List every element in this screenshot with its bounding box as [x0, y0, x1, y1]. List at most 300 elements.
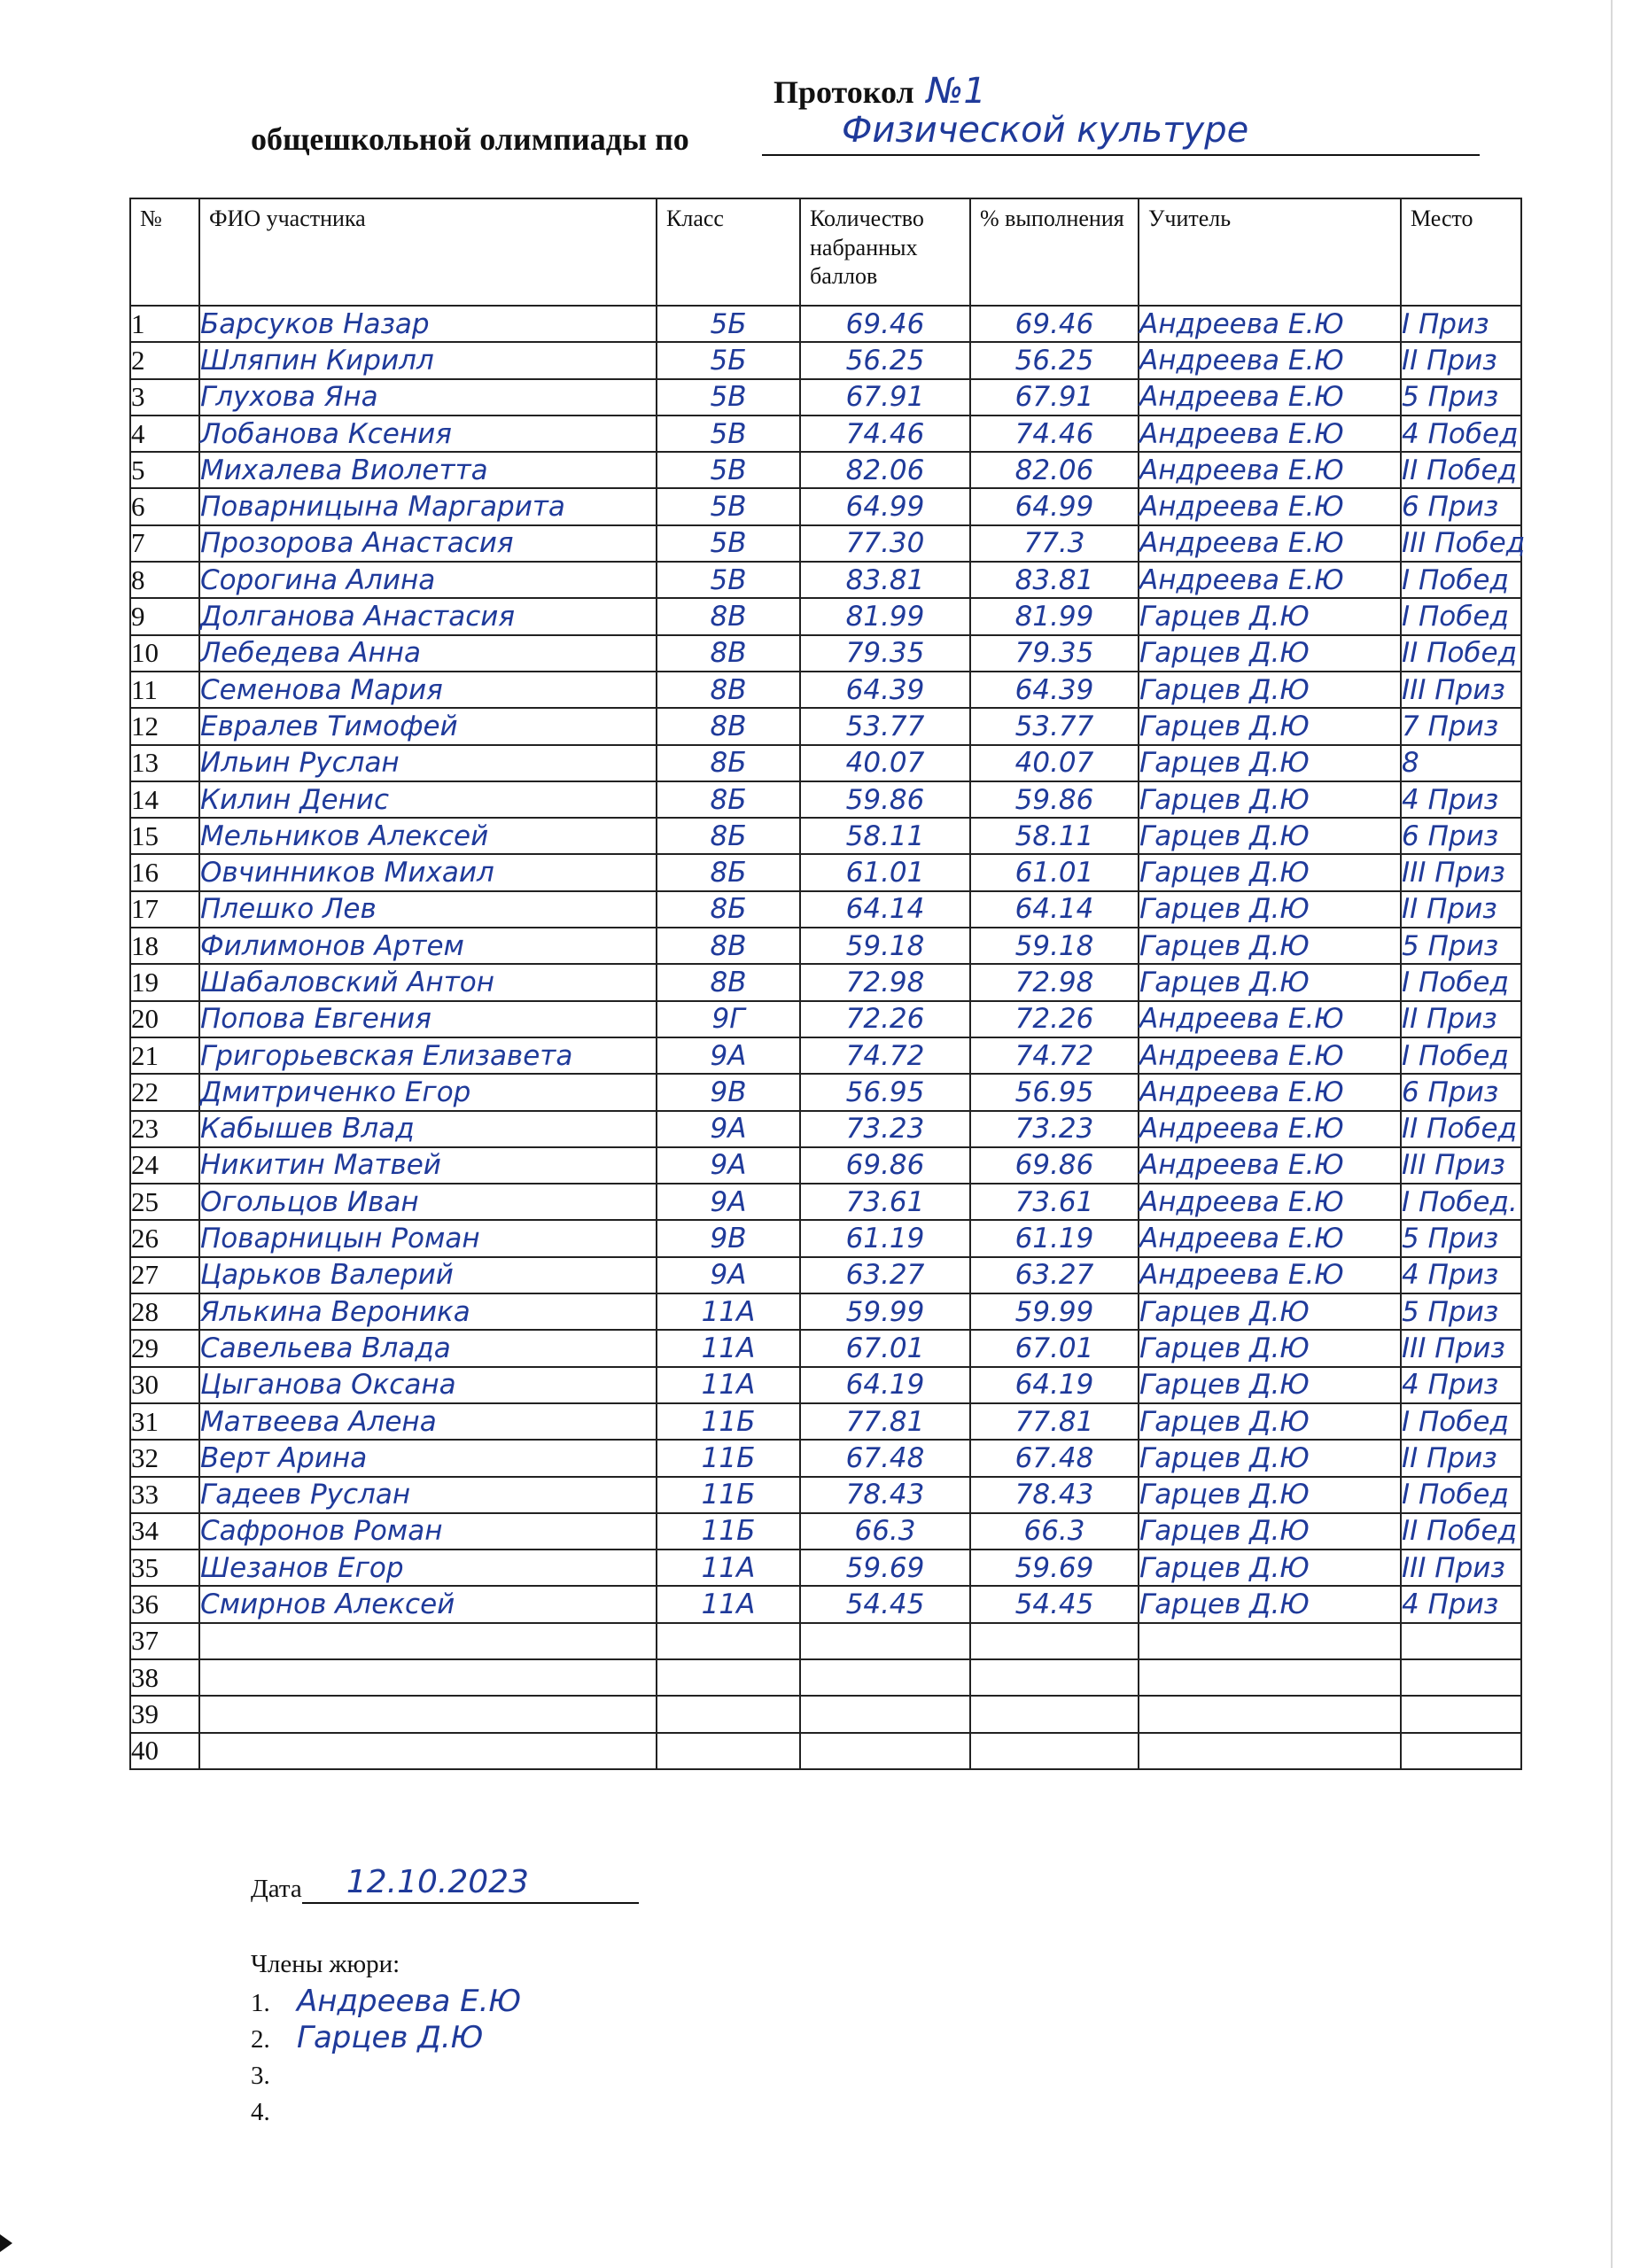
- table-row: [130, 1440, 1521, 1476]
- teacher-cell: Андреева Е.Ю: [1139, 1001, 1401, 1037]
- teacher-cell: Андреева Е.Ю: [1139, 452, 1401, 488]
- table-row: [130, 525, 1521, 562]
- col-header-teacher: Учитель: [1139, 198, 1401, 306]
- percent-cell: 77.81: [970, 1403, 1139, 1440]
- scan-corner-mark: [0, 2234, 12, 2252]
- row-number: 19: [130, 964, 199, 1000]
- table-row: [130, 635, 1521, 672]
- participant-name: Ильин Руслан: [199, 745, 657, 781]
- class-cell: 8Б: [657, 745, 800, 781]
- table-row: [130, 562, 1521, 598]
- teacher-cell: Андреева Е.Ю: [1139, 525, 1401, 562]
- place-text: 8: [1402, 747, 1419, 780]
- row-number: 16: [130, 854, 199, 890]
- score-cell: 74.72: [800, 1037, 970, 1074]
- percent-cell: 64.99: [970, 488, 1139, 524]
- row-number: 5: [130, 452, 199, 488]
- row-number: 3: [130, 379, 199, 416]
- percent-cell: 77.3: [970, 525, 1139, 562]
- score-cell: 81.99: [800, 598, 970, 634]
- participant-name: Цыганова Оксана: [199, 1367, 657, 1403]
- teacher-cell: Андреева Е.Ю: [1139, 306, 1401, 342]
- percent-cell: 72.98: [970, 964, 1139, 1000]
- date-value: 12.10.2023: [346, 1864, 529, 1900]
- table-row: [130, 416, 1521, 452]
- page-title: [773, 71, 986, 112]
- class-cell: 8Б: [657, 818, 800, 854]
- table-body: [130, 306, 1526, 1769]
- row-number: 38: [130, 1659, 199, 1696]
- score-cell: 59.86: [800, 781, 970, 818]
- percent-cell: 69.86: [970, 1147, 1139, 1184]
- place-cell: [1401, 1440, 1521, 1476]
- table-row: [130, 1330, 1521, 1366]
- row-number: 40: [130, 1733, 199, 1769]
- class-cell: 11А: [657, 1293, 800, 1330]
- score-cell: 59.69: [800, 1550, 970, 1586]
- percent-cell: 74.72: [970, 1037, 1139, 1074]
- row-number: 18: [130, 928, 199, 964]
- subject-line: [762, 110, 1480, 156]
- participant-name: Попова Евгения: [199, 1001, 657, 1037]
- place-cell: [1401, 1037, 1521, 1074]
- class-cell: [657, 1659, 800, 1696]
- table-row: [130, 452, 1521, 488]
- teacher-cell: Андреева Е.Ю: [1139, 1257, 1401, 1293]
- participant-name: Глухова Яна: [199, 379, 657, 416]
- place-cell: [1401, 562, 1521, 598]
- row-number: 13: [130, 745, 199, 781]
- place-cell: [1401, 342, 1521, 378]
- teacher-cell: Андреева Е.Ю: [1139, 342, 1401, 378]
- table-row: [130, 745, 1521, 781]
- class-cell: 11А: [657, 1367, 800, 1403]
- table-row: [130, 891, 1521, 928]
- place-text: II Побед: [1402, 1515, 1518, 1548]
- teacher-cell: Гарцев Д.Ю: [1139, 745, 1401, 781]
- class-cell: 8В: [657, 928, 800, 964]
- percent-cell: 59.86: [970, 781, 1139, 818]
- class-cell: 8В: [657, 672, 800, 708]
- class-cell: 5В: [657, 562, 800, 598]
- percent-cell: 74.46: [970, 416, 1139, 452]
- score-cell: 69.46: [800, 306, 970, 342]
- participant-name: Гадеев Руслан: [199, 1477, 657, 1513]
- place-text: II Побед: [1402, 454, 1518, 486]
- percent-cell: [970, 1659, 1139, 1696]
- place-text: III Приз: [1402, 1332, 1505, 1364]
- percent-cell: [970, 1623, 1139, 1659]
- participant-name: [199, 1623, 657, 1659]
- percent-cell: 82.06: [970, 452, 1139, 488]
- place-text: I Побед: [1402, 563, 1509, 596]
- teacher-cell: Гарцев Д.Ю: [1139, 1550, 1401, 1586]
- participant-name: Килин Денис: [199, 781, 657, 818]
- row-number: 10: [130, 635, 199, 672]
- teacher-cell: Андреева Е.Ю: [1139, 1220, 1401, 1256]
- table-row: [130, 1586, 1521, 1622]
- score-cell: 74.46: [800, 416, 970, 452]
- score-cell: 59.18: [800, 928, 970, 964]
- score-cell: 61.01: [800, 854, 970, 890]
- participant-name: Плешко Лев: [199, 891, 657, 928]
- place-text: III Приз: [1402, 857, 1505, 889]
- score-cell: 40.07: [800, 745, 970, 781]
- participant-name: Поварницын Роман: [199, 1220, 657, 1256]
- table-row: [130, 781, 1521, 818]
- participant-name: Семенова Мария: [199, 672, 657, 708]
- participant-name: Огольцов Иван: [199, 1184, 657, 1220]
- score-cell: 79.35: [800, 635, 970, 672]
- percent-cell: 59.18: [970, 928, 1139, 964]
- jury-label: Члены жюри:: [251, 1950, 400, 1978]
- col-header-number: №: [130, 198, 199, 306]
- row-number: 4: [130, 416, 199, 452]
- class-cell: 8В: [657, 708, 800, 744]
- table-row: [130, 708, 1521, 744]
- percent-cell: 64.19: [970, 1367, 1139, 1403]
- participant-name: Поварницына Маргарита: [199, 488, 657, 524]
- scan-edge-line: [1611, 0, 1613, 2268]
- place-text: III Приз: [1402, 1149, 1505, 1182]
- participant-name: Смирнов Алексей: [199, 1586, 657, 1622]
- percent-cell: 79.35: [970, 635, 1139, 672]
- class-cell: 11Б: [657, 1403, 800, 1440]
- place-text: 5 Приз: [1402, 1295, 1499, 1328]
- place-text: 4 Приз: [1402, 1369, 1499, 1402]
- place-text: I Побед.: [1402, 1185, 1518, 1218]
- percent-cell: 67.91: [970, 379, 1139, 416]
- table-row: [130, 964, 1521, 1000]
- percent-cell: 59.69: [970, 1550, 1139, 1586]
- place-cell: [1401, 854, 1521, 890]
- place-cell: [1401, 1513, 1521, 1550]
- table-row: [130, 1550, 1521, 1586]
- teacher-cell: [1139, 1696, 1401, 1732]
- row-number: 11: [130, 672, 199, 708]
- class-cell: 8В: [657, 635, 800, 672]
- table-row: [130, 1001, 1521, 1037]
- place-text: II Побед: [1402, 1113, 1518, 1146]
- table-row: [130, 598, 1521, 634]
- row-number: 39: [130, 1696, 199, 1732]
- score-cell: 58.11: [800, 818, 970, 854]
- class-cell: 9А: [657, 1147, 800, 1184]
- percent-cell: 69.46: [970, 306, 1139, 342]
- class-cell: 9А: [657, 1037, 800, 1074]
- place-cell: [1401, 1403, 1521, 1440]
- jury-member: [251, 2056, 521, 2093]
- class-cell: 8В: [657, 598, 800, 634]
- participant-name: Прозорова Анастасия: [199, 525, 657, 562]
- class-cell: 5В: [657, 452, 800, 488]
- table-row: [130, 854, 1521, 890]
- class-cell: 5Б: [657, 342, 800, 378]
- participant-name: Савельева Влада: [199, 1330, 657, 1366]
- row-number: 8: [130, 562, 199, 598]
- place-text: I Приз: [1402, 307, 1489, 340]
- place-text: III Приз: [1402, 1551, 1505, 1584]
- place-text: 5 Приз: [1402, 1223, 1499, 1255]
- percent-cell: 61.19: [970, 1220, 1139, 1256]
- place-text: 5 Приз: [1402, 929, 1499, 962]
- row-number: 30: [130, 1367, 199, 1403]
- percent-cell: 64.39: [970, 672, 1139, 708]
- row-number: 26: [130, 1220, 199, 1256]
- table-header-row: [130, 198, 1521, 306]
- percent-cell: 72.26: [970, 1001, 1139, 1037]
- teacher-cell: Гарцев Д.Ю: [1139, 1477, 1401, 1513]
- score-cell: 59.99: [800, 1293, 970, 1330]
- class-cell: 5Б: [657, 306, 800, 342]
- score-cell: 64.39: [800, 672, 970, 708]
- percent-cell: 67.01: [970, 1330, 1139, 1366]
- place-text: 6 Приз: [1402, 819, 1499, 852]
- teacher-cell: Гарцев Д.Ю: [1139, 1367, 1401, 1403]
- participant-name: Барсуков Назар: [199, 306, 657, 342]
- score-cell: 73.23: [800, 1111, 970, 1147]
- col-header-class: Класс: [657, 198, 800, 306]
- place-cell: [1401, 1074, 1521, 1110]
- teacher-cell: Гарцев Д.Ю: [1139, 928, 1401, 964]
- teacher-cell: Андреева Е.Ю: [1139, 1037, 1401, 1074]
- class-cell: 9Г: [657, 1001, 800, 1037]
- row-number: 21: [130, 1037, 199, 1074]
- table-row: [130, 379, 1521, 416]
- teacher-cell: Гарцев Д.Ю: [1139, 964, 1401, 1000]
- date-row: [251, 1864, 639, 1904]
- percent-cell: [970, 1696, 1139, 1732]
- participant-name: Кабышев Влад: [199, 1111, 657, 1147]
- place-text: 5 Приз: [1402, 381, 1499, 414]
- participant-name: Никитин Матвей: [199, 1147, 657, 1184]
- class-cell: 9В: [657, 1074, 800, 1110]
- place-cell: [1401, 1659, 1521, 1696]
- table-row: [130, 1623, 1521, 1659]
- place-cell: [1401, 1147, 1521, 1184]
- teacher-cell: Гарцев Д.Ю: [1139, 854, 1401, 890]
- place-cell: [1401, 1550, 1521, 1586]
- score-cell: 53.77: [800, 708, 970, 744]
- score-cell: 72.98: [800, 964, 970, 1000]
- percent-cell: 64.14: [970, 891, 1139, 928]
- score-cell: [800, 1733, 970, 1769]
- row-number: 37: [130, 1623, 199, 1659]
- place-cell: [1401, 1623, 1521, 1659]
- jury-member: [251, 2020, 521, 2056]
- score-cell: 77.30: [800, 525, 970, 562]
- score-cell: 66.3: [800, 1513, 970, 1550]
- percent-cell: 83.81: [970, 562, 1139, 598]
- table-row: [130, 672, 1521, 708]
- class-cell: 9А: [657, 1257, 800, 1293]
- place-cell: [1401, 379, 1521, 416]
- teacher-cell: [1139, 1659, 1401, 1696]
- class-cell: 11Б: [657, 1477, 800, 1513]
- participant-name: [199, 1696, 657, 1732]
- participant-name: Сорогина Алина: [199, 562, 657, 598]
- place-text: 4 Побед: [1402, 417, 1519, 450]
- table-row: [130, 1257, 1521, 1293]
- place-cell: [1401, 416, 1521, 452]
- teacher-cell: Андреева Е.Ю: [1139, 1147, 1401, 1184]
- score-cell: 61.19: [800, 1220, 970, 1256]
- place-text: II Приз: [1402, 1441, 1497, 1474]
- class-cell: 11А: [657, 1586, 800, 1622]
- score-cell: 82.06: [800, 452, 970, 488]
- jury-list: [251, 1984, 521, 2129]
- teacher-cell: Андреева Е.Ю: [1139, 1111, 1401, 1147]
- place-cell: [1401, 1257, 1521, 1293]
- row-number: 31: [130, 1403, 199, 1440]
- percent-cell: [970, 1733, 1139, 1769]
- place-cell: [1401, 1220, 1521, 1256]
- class-cell: 8Б: [657, 781, 800, 818]
- table-row: [130, 1111, 1521, 1147]
- row-number: 36: [130, 1586, 199, 1622]
- teacher-cell: Гарцев Д.Ю: [1139, 1513, 1401, 1550]
- date-line: [302, 1864, 639, 1904]
- place-cell: [1401, 1001, 1521, 1037]
- row-number: 25: [130, 1184, 199, 1220]
- table-row: [130, 1367, 1521, 1403]
- teacher-cell: Андреева Е.Ю: [1139, 379, 1401, 416]
- row-number: 32: [130, 1440, 199, 1476]
- place-text: I Побед: [1402, 1405, 1509, 1438]
- place-cell: [1401, 1586, 1521, 1622]
- teacher-cell: Андреева Е.Ю: [1139, 416, 1401, 452]
- percent-cell: 63.27: [970, 1257, 1139, 1293]
- place-text: I Побед: [1402, 1479, 1509, 1511]
- place-text: 4 Приз: [1402, 783, 1499, 816]
- percent-cell: 67.48: [970, 1440, 1139, 1476]
- table-row: [130, 1403, 1521, 1440]
- table-row: [130, 1293, 1521, 1330]
- table-row: [130, 488, 1521, 524]
- place-cell: [1401, 672, 1521, 708]
- title-text: Протокол: [773, 74, 914, 110]
- place-text: 4 Приз: [1402, 1588, 1499, 1621]
- class-cell: 9А: [657, 1111, 800, 1147]
- place-cell: [1401, 1293, 1521, 1330]
- teacher-cell: Гарцев Д.Ю: [1139, 672, 1401, 708]
- score-cell: 67.48: [800, 1440, 970, 1476]
- place-text: I Побед: [1402, 966, 1509, 998]
- class-cell: 11Б: [657, 1440, 800, 1476]
- percent-cell: 78.43: [970, 1477, 1139, 1513]
- teacher-cell: Гарцев Д.Ю: [1139, 1586, 1401, 1622]
- row-number: 27: [130, 1257, 199, 1293]
- table-row: [130, 342, 1521, 378]
- participant-name: Овчинников Михаил: [199, 854, 657, 890]
- score-cell: 64.19: [800, 1367, 970, 1403]
- place-text: II Приз: [1402, 893, 1497, 926]
- place-cell: [1401, 306, 1521, 342]
- class-cell: 5В: [657, 525, 800, 562]
- protocol-number: №1: [926, 71, 986, 112]
- participant-name: Евралев Тимофей: [199, 708, 657, 744]
- place-cell: [1401, 928, 1521, 964]
- row-number: 33: [130, 1477, 199, 1513]
- row-number: 2: [130, 342, 199, 378]
- row-number: 35: [130, 1550, 199, 1586]
- jury-name: Гарцев Д.Ю: [297, 2020, 484, 2055]
- place-cell: [1401, 708, 1521, 744]
- participant-name: Лобанова Ксения: [199, 416, 657, 452]
- teacher-cell: Гарцев Д.Ю: [1139, 1403, 1401, 1440]
- date-label: Дата: [251, 1875, 302, 1903]
- class-cell: 9А: [657, 1184, 800, 1220]
- place-text: 7 Приз: [1402, 710, 1499, 742]
- score-cell: [800, 1659, 970, 1696]
- row-number: 24: [130, 1147, 199, 1184]
- col-header-name: ФИО участника: [199, 198, 657, 306]
- row-number: 34: [130, 1513, 199, 1550]
- place-text: 6 Приз: [1402, 491, 1499, 524]
- teacher-cell: Андреева Е.Ю: [1139, 1184, 1401, 1220]
- score-cell: 67.91: [800, 379, 970, 416]
- jury-index: 3.: [251, 2062, 270, 2090]
- class-cell: 8Б: [657, 854, 800, 890]
- place-cell: [1401, 1477, 1521, 1513]
- score-cell: 54.45: [800, 1586, 970, 1622]
- table-row: [130, 818, 1521, 854]
- table-row: [130, 928, 1521, 964]
- score-cell: 64.99: [800, 488, 970, 524]
- class-cell: 5В: [657, 379, 800, 416]
- percent-cell: 73.23: [970, 1111, 1139, 1147]
- table-row: [130, 1733, 1521, 1769]
- class-cell: 11А: [657, 1550, 800, 1586]
- teacher-cell: Гарцев Д.Ю: [1139, 708, 1401, 744]
- percent-cell: 40.07: [970, 745, 1139, 781]
- jury-index: 1.: [251, 1989, 270, 2017]
- class-cell: 9В: [657, 1220, 800, 1256]
- place-text: II Приз: [1402, 1003, 1497, 1036]
- participant-name: Верт Арина: [199, 1440, 657, 1476]
- teacher-cell: [1139, 1733, 1401, 1769]
- place-cell: [1401, 745, 1521, 781]
- place-cell: [1401, 1111, 1521, 1147]
- place-cell: [1401, 891, 1521, 928]
- place-text: III Приз: [1402, 673, 1505, 706]
- score-cell: 73.61: [800, 1184, 970, 1220]
- participant-name: Матвеева Алена: [199, 1403, 657, 1440]
- score-cell: 69.86: [800, 1147, 970, 1184]
- teacher-cell: Гарцев Д.Ю: [1139, 598, 1401, 634]
- jury-index: 2.: [251, 2025, 270, 2054]
- table-row: [130, 306, 1521, 342]
- participant-name: Григорьевская Елизавета: [199, 1037, 657, 1074]
- row-number: 20: [130, 1001, 199, 1037]
- table-row: [130, 1220, 1521, 1256]
- participant-name: Шабаловский Антон: [199, 964, 657, 1000]
- teacher-cell: Гарцев Д.Ю: [1139, 818, 1401, 854]
- results-table: [129, 198, 1526, 1770]
- row-number: 6: [130, 488, 199, 524]
- class-cell: 11А: [657, 1330, 800, 1366]
- participant-name: [199, 1733, 657, 1769]
- participant-name: Шезанов Егор: [199, 1550, 657, 1586]
- place-cell: [1401, 635, 1521, 672]
- score-cell: 77.81: [800, 1403, 970, 1440]
- teacher-cell: Андреева Е.Ю: [1139, 562, 1401, 598]
- row-number: 15: [130, 818, 199, 854]
- place-cell: [1401, 1367, 1521, 1403]
- table-row: [130, 1074, 1521, 1110]
- participant-name: Ялькина Вероника: [199, 1293, 657, 1330]
- percent-cell: 56.25: [970, 342, 1139, 378]
